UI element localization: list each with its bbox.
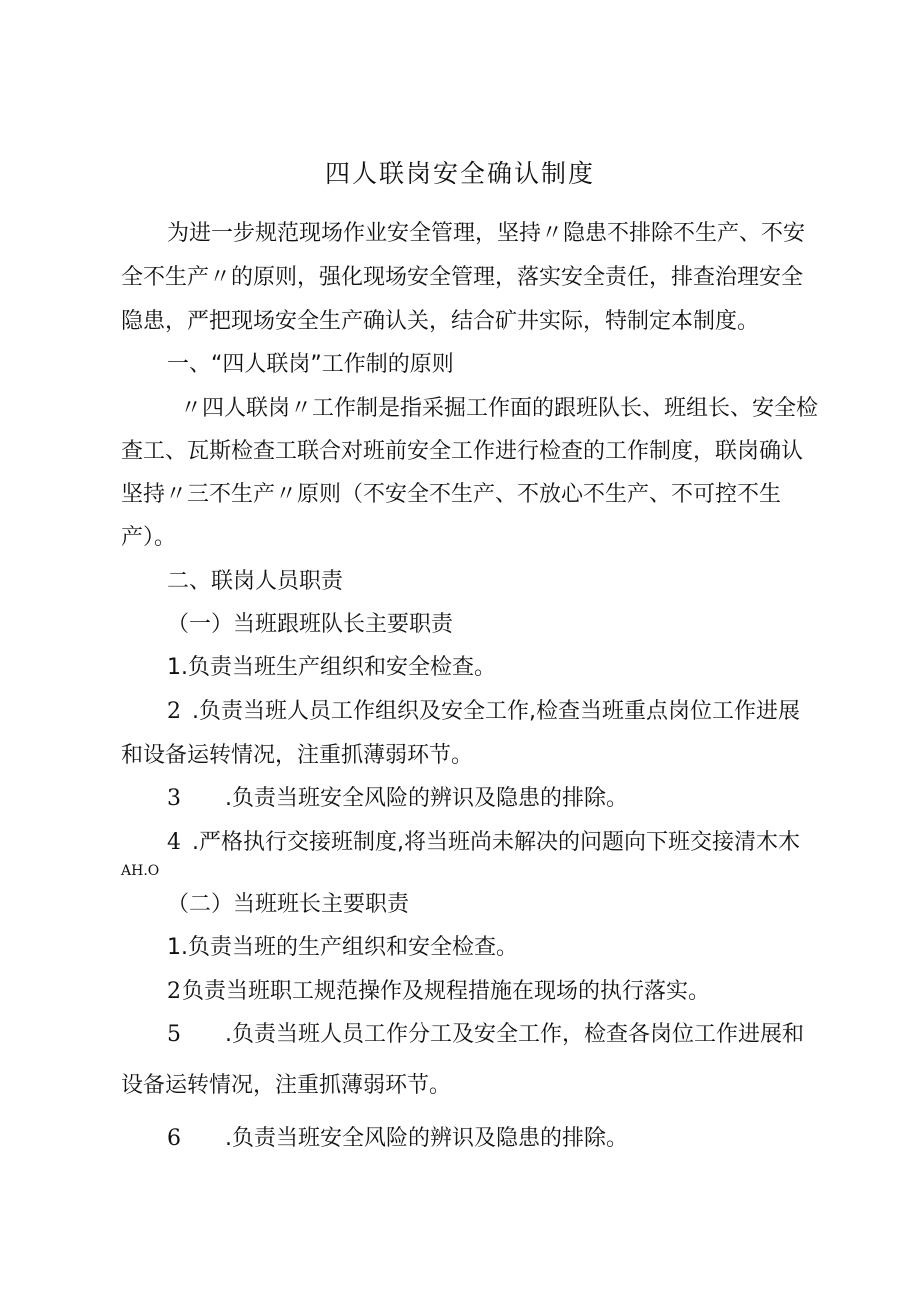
sub2-item-6-text: .负责当班安全风险的辨识及隐患的排除。 (225, 1126, 628, 1151)
intro-line-1: 为进一步规范现场作业安全管理，坚持〃隐患不排除不生产、不安 (167, 221, 806, 246)
sub1-item-4-number: 4 (167, 830, 181, 855)
section-1-line-2: 查工、瓦斯检查工联合对班前安全工作进行检查的工作制度，联岗确认 (121, 439, 804, 464)
sub1-item-1: 1.负责当班生产组织和安全检查。 (167, 655, 496, 680)
subsection-2-heading: （二）当班班长主要职责 (167, 892, 410, 917)
section-1-line-3: 坚持〃三不生产〃原则（不安全不生产、不放心不生产、不可控不生 (121, 482, 782, 507)
section-2-heading: 二、联岗人员职责 (167, 569, 344, 594)
sub1-item-2-line-1: .负责当班人员工作组织及安全工作,检查当班重点岗位工作进展 (192, 699, 800, 724)
sub1-item-3-number: 3 (167, 786, 181, 811)
sub2-item-1: 1.负责当班的生产组织和安全检查。 (167, 935, 518, 960)
page-title: 四人联岗安全确认制度 (324, 159, 595, 188)
sub2-item-5-line-1: .负责当班人员工作分工及安全工作，检查各岗位工作进展和 (225, 1022, 804, 1047)
section-1-heading: 一、“四人联岗”工作制的原则 (167, 352, 454, 377)
sub1-item-2-line-2: 和设备运转情况，注重抓薄弱环节。 (121, 743, 474, 768)
sub2-item-2-number: 2 (167, 979, 181, 1004)
sub2-item-6-number: 6 (167, 1126, 181, 1151)
section-1-line-1: 〃四人联岗〃工作制是指采掘工作面的跟班队长、班组长、安全检 (180, 396, 819, 421)
sub1-item-4-tail: AH.O (121, 863, 160, 879)
sub1-item-2-number: 2 (167, 699, 181, 724)
sub2-item-5-number: 5 (167, 1022, 181, 1047)
subsection-1-heading: （一）当班跟班队长主要职责 (167, 612, 454, 637)
sub1-item-3-text: .负责当班安全风险的辨识及隐患的排除。 (225, 786, 628, 811)
sub2-item-5-line-2: 设备运转情况，注重抓薄弱环节。 (121, 1073, 452, 1098)
intro-line-2: 全不生产〃的原则，强化现场安全管理，落实安全责任，排查治理安全 (121, 265, 804, 290)
section-1-line-4: 产）。 (121, 525, 177, 550)
sub2-item-2-text: 负责当班职工规范操作及规程措施在现场的执行落实。 (182, 979, 711, 1004)
sub1-item-4-text: .严格执行交接班制度,将当班尚未解决的问题向下班交接清木木 (192, 830, 800, 855)
intro-line-3: 隐患，严把现场安全生产确认关，结合矿井实际，特制定本制度。 (121, 309, 760, 334)
